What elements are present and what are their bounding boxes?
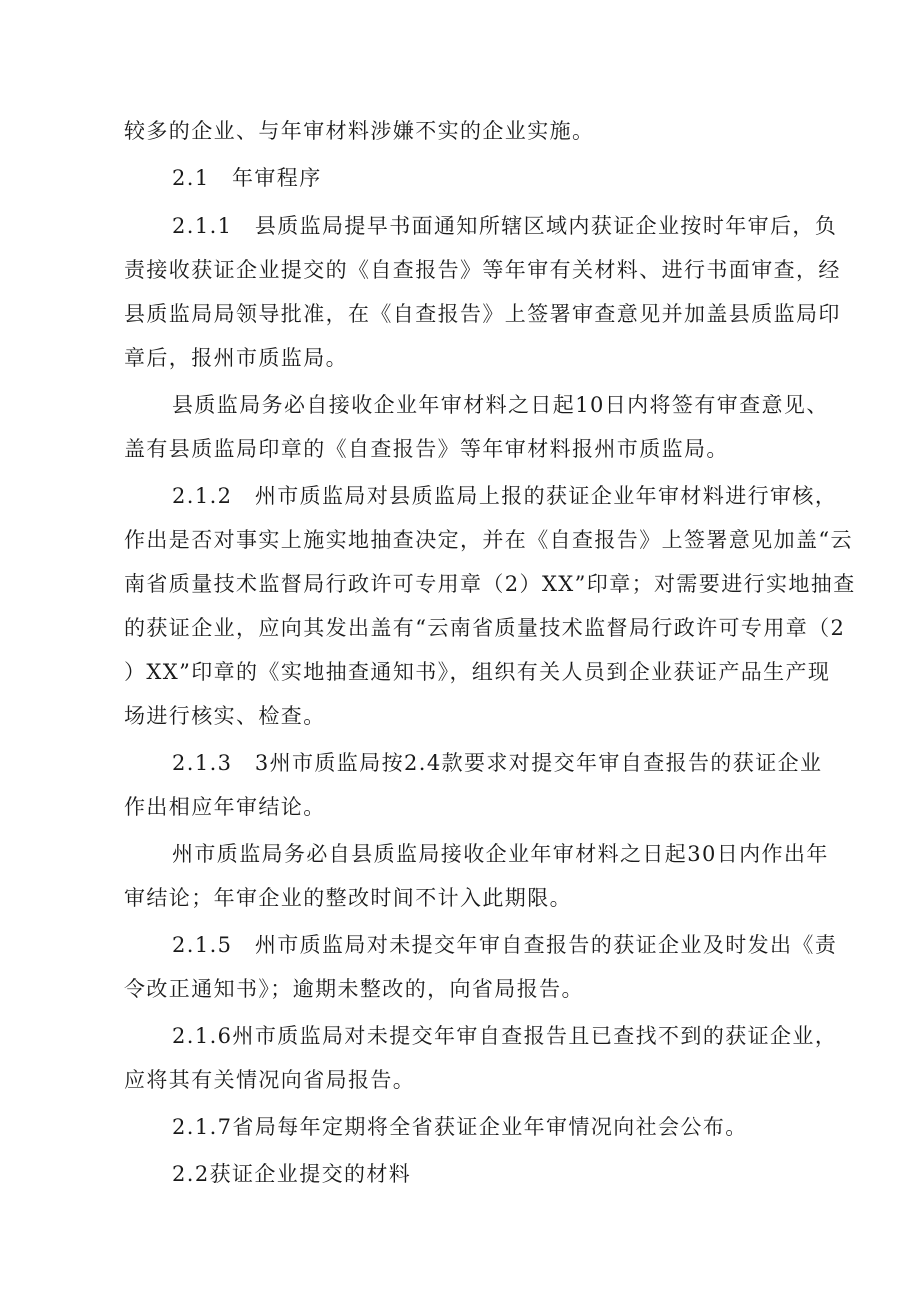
text-line: 作出是否对事实上施实地抽查决定，并在《自查报告》上签署意见加盖“云: [124, 528, 853, 552]
text-line: 2.1.1 县质监局提早书面通知所辖区域内获证企业按时年审后，负: [172, 214, 838, 238]
text-line: 南省质量技术监督局行政许可专用章（2）XX”印章；对需要进行实地抽查: [124, 572, 856, 596]
text-line: 责接收获证企业提交的《自查报告》等年审有关材料、进行书面审查，经: [124, 258, 841, 282]
text-line: 令改正通知书》；逾期未整改的，向省局报告。: [124, 977, 584, 1001]
text-line: 州市质监局务必自县质监局接收企业年审材料之日起30日内作出年: [172, 842, 829, 866]
text-line: 审结论；年审企业的整改时间不计入此期限。: [124, 886, 572, 910]
section-heading: 2.2获证企业提交的材料: [172, 1162, 412, 1186]
text-line: ）XX”印章的《实地抽查通知书》，组织有关人员到企业获证产品生产现: [124, 660, 831, 684]
text-line: 2.1.2 州市质监局对县质监局上报的获证企业年审材料进行审核，: [172, 484, 838, 508]
text-line: 章后，报州市质监局。: [124, 346, 348, 370]
text-line: 盖有县质监局印章的《自查报告》等年审材料报州市质监局。: [124, 437, 729, 461]
text-line: 场进行核实、检查。: [124, 704, 326, 728]
text-line: 2.1.3 3州市质监局按2.4款要求对提交年审自查报告的获证企业: [172, 751, 823, 775]
text-line: 的获证企业，应向其发出盖有“云南省质量技术监督局行政许可专用章（2: [124, 616, 846, 640]
text-line: 县质监局务必自接收企业年审材料之日起10日内将签有审查意见、: [172, 393, 829, 417]
text-line: 较多的企业、与年审材料涉嫌不实的企业实施。: [124, 119, 595, 143]
text-line: 2.1.5 州市质监局对未提交年审自查报告的获证企业及时发出《责: [172, 933, 838, 957]
text-line: 应将其有关情况向省局报告。: [124, 1068, 416, 1092]
text-line: 县质监局局领导批准，在《自查报告》上签署审查意见并加盖县质监局印: [124, 302, 841, 326]
text-line: 2.1.6州市质监局对未提交年审自查报告且已查找不到的获证企业，: [172, 1024, 838, 1048]
text-line: 作出相应年审结论。: [124, 795, 326, 819]
text-line: 2.1.7省局每年定期将全省获证企业年审情况向社会公布。: [172, 1115, 748, 1139]
section-heading: 2.1 年审程序: [172, 166, 322, 190]
